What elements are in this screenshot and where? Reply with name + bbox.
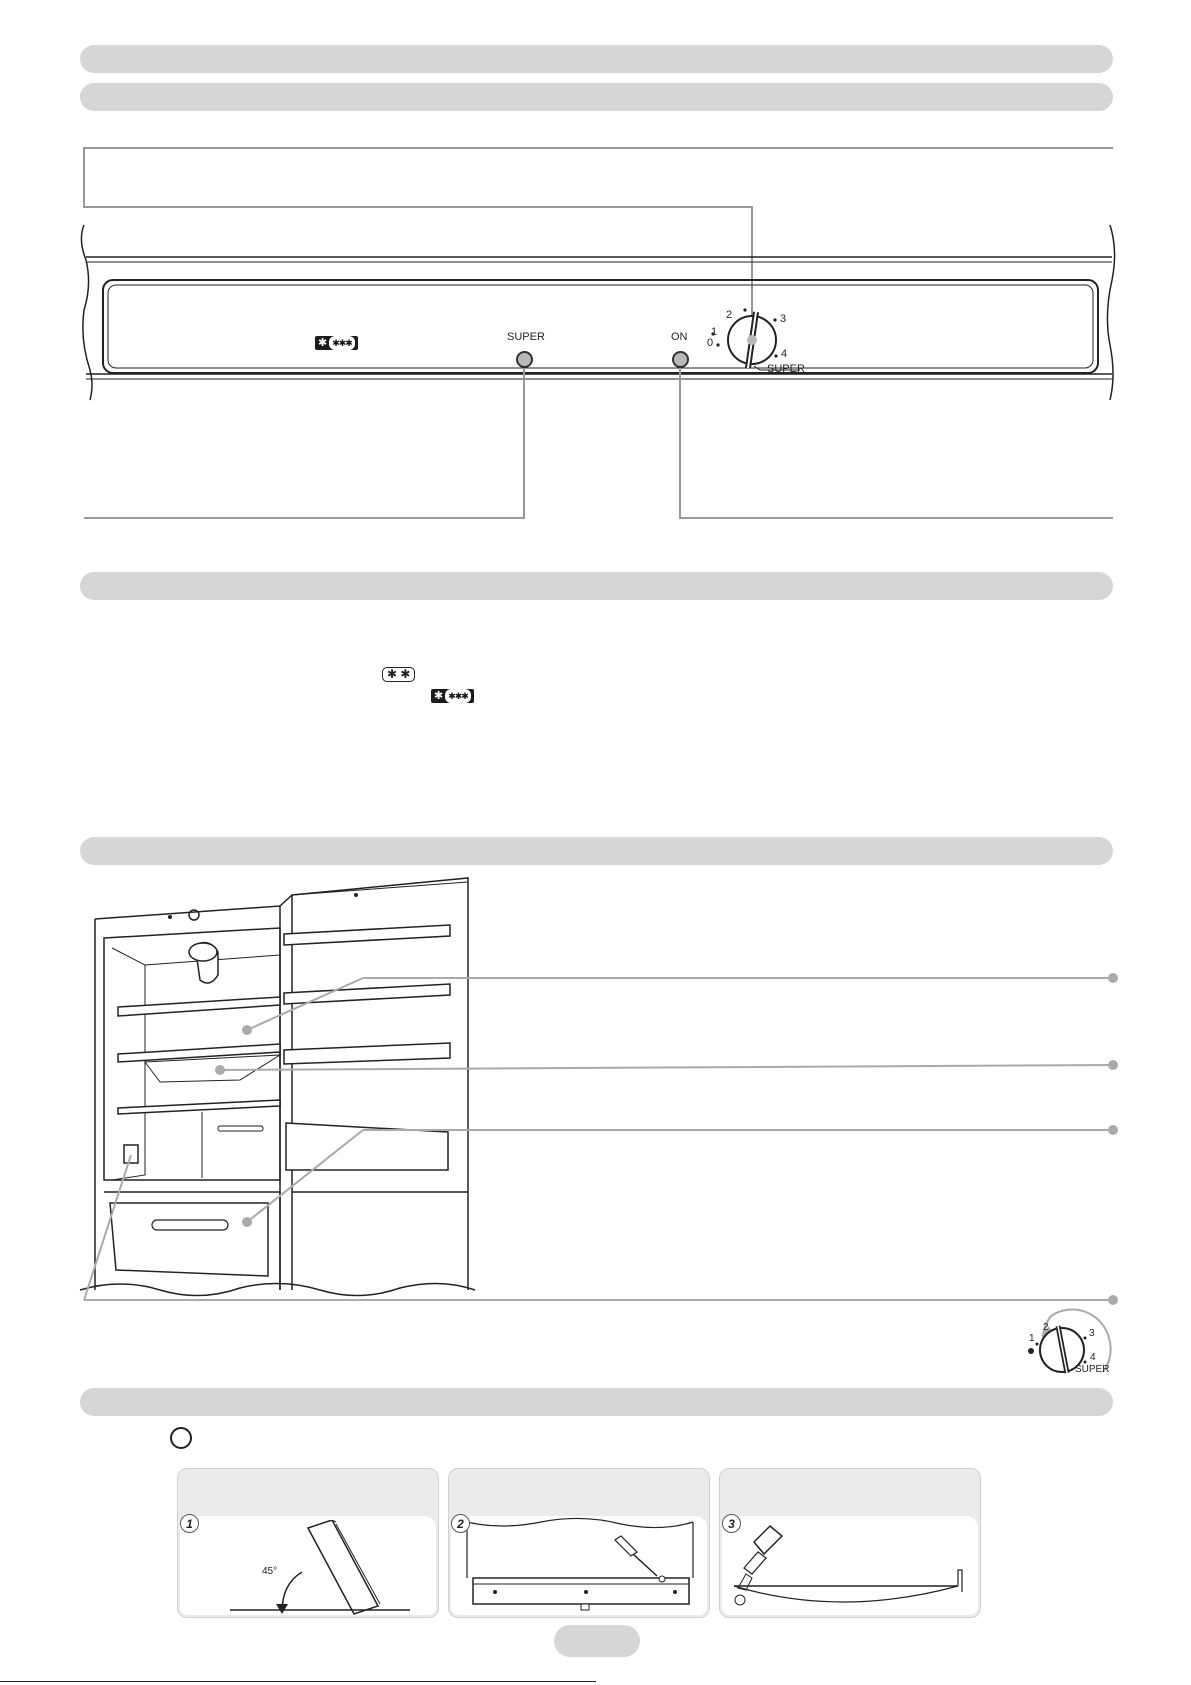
stars-icon: ✱✱✱: [445, 689, 471, 703]
step-card-2: [448, 1468, 710, 1618]
step-card-3: [719, 1468, 981, 1618]
on-label: ON: [671, 331, 688, 343]
fridge-interior-illustration: [0, 870, 1191, 1330]
footer-rule: [0, 1681, 596, 1682]
remove-hinge-cover-illustration: [461, 1516, 697, 1616]
page-number-pill: [554, 1625, 640, 1657]
snowflake-icon: ✱: [434, 690, 444, 702]
header-bar-second: [80, 83, 1113, 111]
defrost-dial-label-4: 4: [1090, 1352, 1096, 1363]
step-card-2-body: [451, 1516, 707, 1615]
dial-label-1: 1: [711, 326, 718, 338]
step-card-1-body: [180, 1516, 436, 1615]
four-star-badge: [431, 689, 474, 703]
thermostat-dial[interactable]: [727, 315, 777, 365]
header-bar-top: [80, 45, 1113, 73]
step-number-1: 1: [180, 1514, 199, 1533]
step-card-1: [177, 1468, 439, 1618]
super-label: SUPER: [507, 331, 545, 343]
stars-icon: ✱✱✱: [329, 336, 355, 350]
step-card-3-body: [722, 1516, 978, 1615]
two-star-badge: ✱ ✱: [382, 667, 415, 682]
defrost-dial-label-2: 2: [1043, 1322, 1049, 1333]
dial-label-0: 0: [707, 337, 714, 349]
on-indicator: [672, 351, 689, 368]
dial-label-4: 4: [781, 348, 788, 360]
super-button[interactable]: [516, 351, 533, 368]
dial-label-2: 2: [726, 309, 733, 321]
cutter-tool-illustration: [730, 1522, 970, 1616]
section-bar-freezer: [80, 572, 1113, 600]
info-circle-icon: [170, 1427, 192, 1449]
dial-label-super: SUPER: [767, 363, 805, 375]
step-number-3: 3: [722, 1514, 741, 1533]
step-number-2: 2: [451, 1514, 470, 1533]
snowflake-icon: ✱: [318, 337, 328, 349]
dial-label-3: 3: [780, 313, 787, 325]
defrost-dial-label-1: 1: [1029, 1333, 1035, 1344]
defrost-dial-label-3: 3: [1089, 1328, 1095, 1339]
section-bar-interior: [80, 837, 1113, 865]
angle-label: 45°: [262, 1566, 278, 1577]
section-bar-door-reversal: [80, 1388, 1113, 1416]
tilt-fridge-illustration: [220, 1520, 420, 1616]
defrost-dial-label-super: SUPER: [1075, 1364, 1110, 1375]
freezer-star-badge: [315, 336, 358, 350]
control-panel-diagram: [0, 140, 1191, 530]
